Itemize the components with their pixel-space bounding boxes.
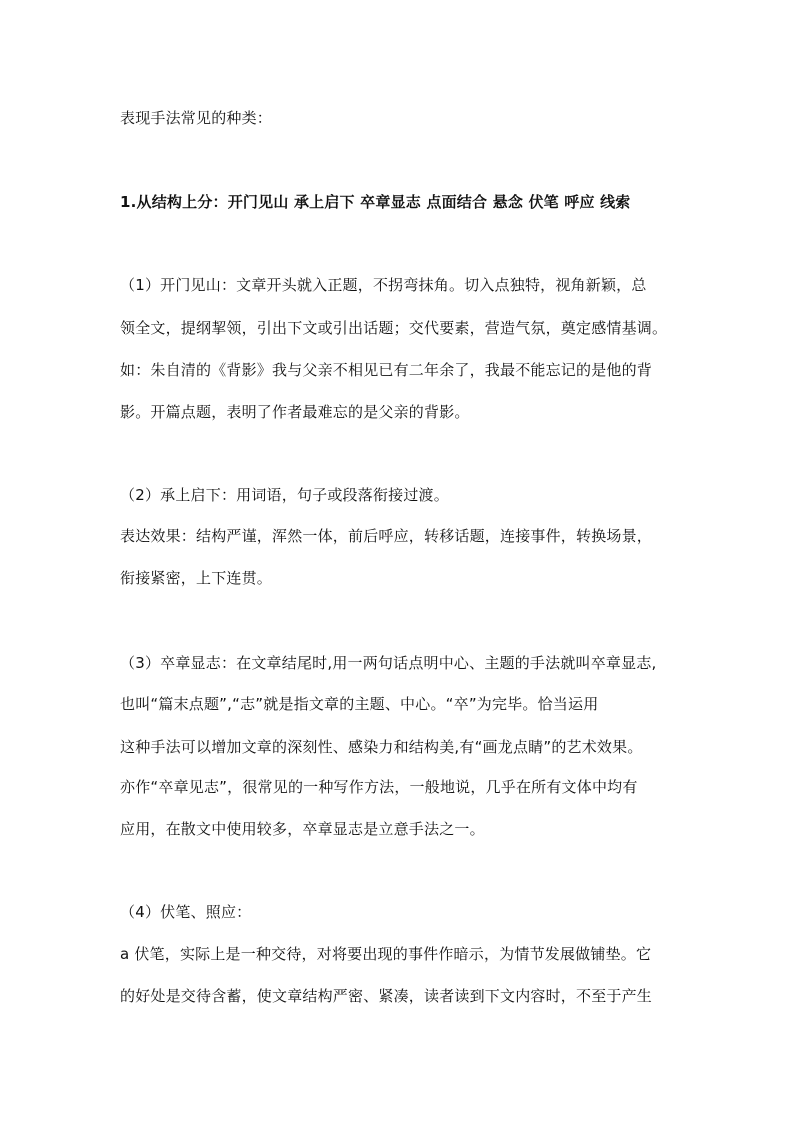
section-1-line-1: （1）开门见山：文章开头就入正题，不拐弯抹角。切入点独特，视角新颖，总	[120, 276, 647, 294]
section-1-line-4: 影。开篇点题，表明了作者最难忘的是父亲的背影。	[120, 403, 470, 421]
section-2-line-1: （2）承上启下：用词语，句子或段落衔接过渡。	[120, 486, 449, 504]
section-3-line-4: 亦作“卒章见志”，很常见的一种写作方法，一般地说，几乎在所有文体中均有	[120, 778, 638, 796]
section-2-line-2: 表达效果：结构严谨，浑然一体，前后呼应，转移话题，连接事件，转换场景，	[120, 527, 653, 545]
section-4-line-1: （4）伏笔、照应：	[120, 903, 252, 921]
structure-categories-line: 1.从结构上分：开门见山 承上启下 卒章显志 点面结合 悬念 伏笔 呼应 线索	[120, 193, 631, 211]
section-1-line-2: 领全文，提纲挈领，引出下文或引出话题；交代要素，营造气氛，奠定感情基调。	[120, 319, 668, 337]
section-3-line-2: 也叫“篇末点题”,“志”就是指文章的主题、中心。“卒”为完毕。恰当运用	[120, 695, 599, 713]
section-3-line-5: 应用，在散文中使用较多，卒章显志是立意手法之一。	[120, 820, 485, 838]
section-3-line-3: 这种手法可以增加文章的深刻性、感染力和结构美,有“画龙点睛”的艺术效果。	[120, 738, 643, 756]
section-1-line-3: 如：朱自清的《背影》我与父亲不相见已有二年余了，我最不能忘记的是他的背	[120, 361, 653, 379]
document-heading: 表现手法常见的种类：	[120, 109, 273, 127]
section-3-line-1: （3）卒章显志：在文章结尾时,用一两句话点明中心、主题的手法就叫卒章显志,	[120, 654, 657, 672]
section-4-line-2: a 伏笔，实际上是一种交待，对将要出现的事件作暗示，为情节发展做铺垫。它	[120, 945, 652, 963]
section-4-line-3: 的好处是交待含蓄，使文章结构严密、紧凑，读者读到下文内容时，不至于产生	[120, 987, 653, 1005]
section-2-line-3: 衔接紧密，上下连贯。	[120, 569, 273, 587]
